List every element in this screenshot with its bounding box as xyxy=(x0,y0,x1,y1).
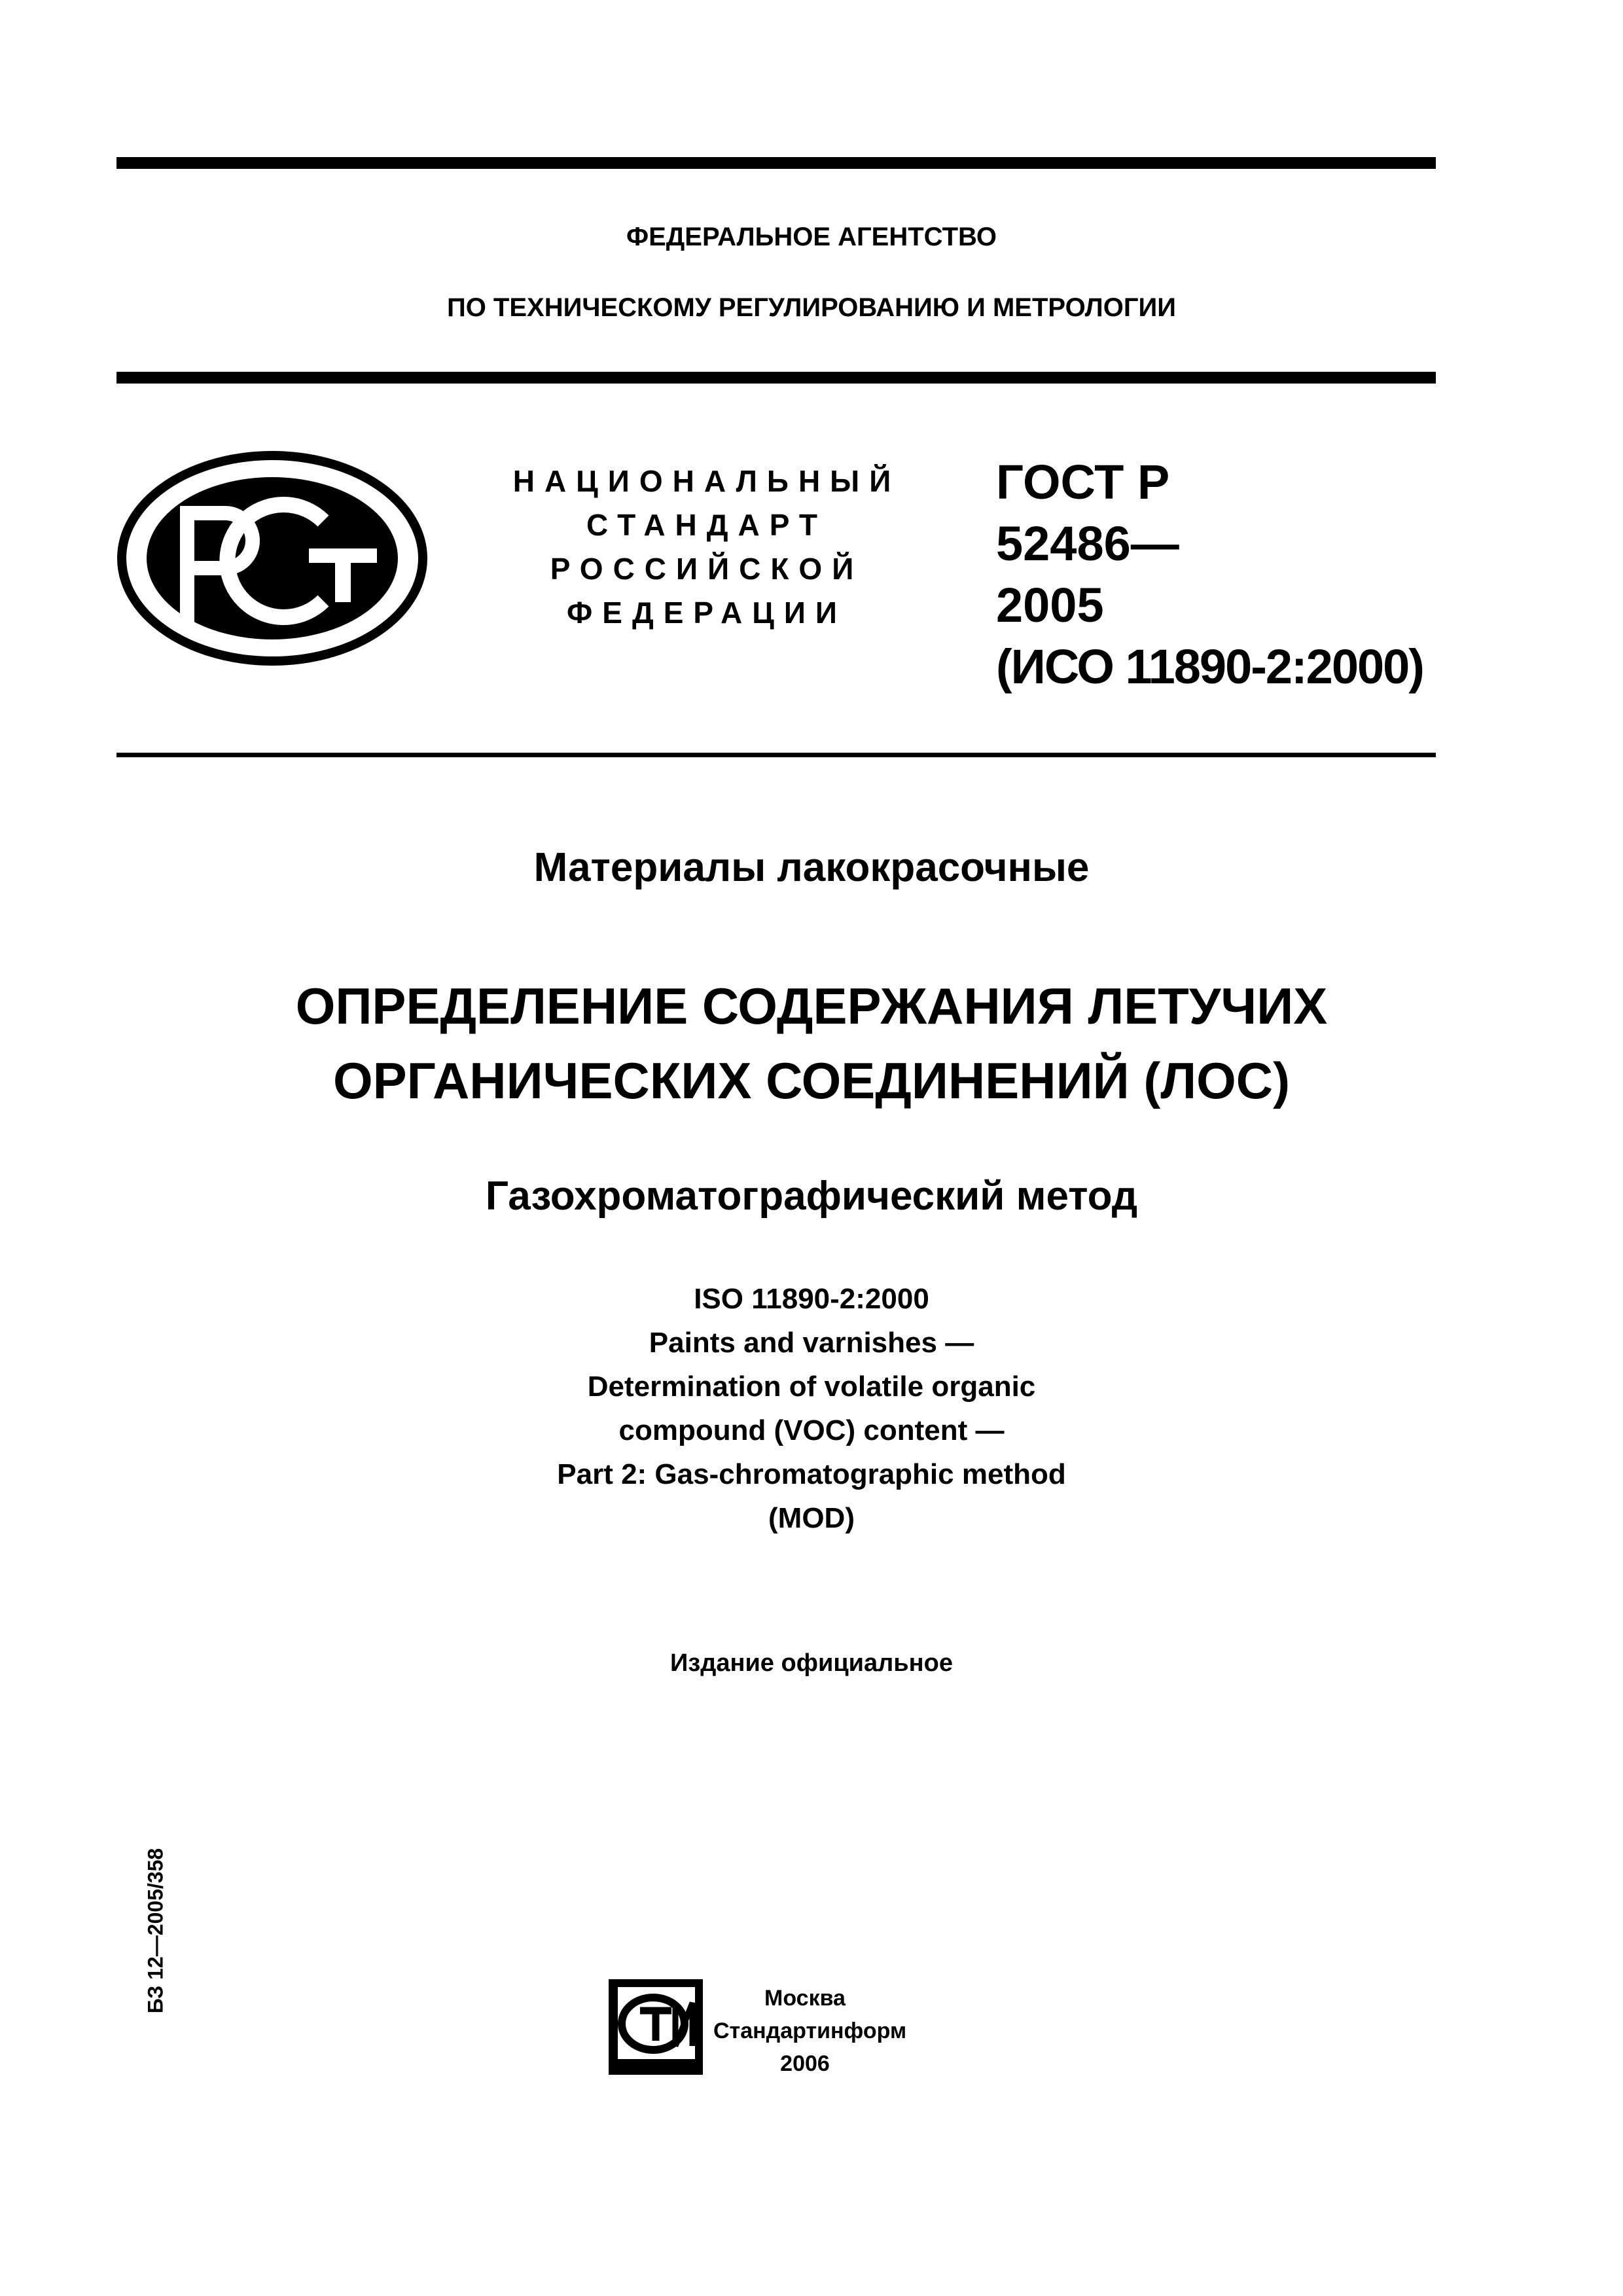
designation-line: ГОСТ Р xyxy=(996,455,1170,509)
standard-label-line: СТАНДАРТ xyxy=(586,508,827,542)
designation-line: (ИСО 11890-2:2000) xyxy=(996,639,1423,694)
standartinform-logo xyxy=(607,1978,704,2076)
agency-name-line-1: ФЕДЕРАЛЬНОЕ АГЕНТСТВО xyxy=(626,223,997,251)
registration-code-text: БЗ 12—2005/358 xyxy=(143,1848,168,2014)
publisher-name: Стандартинформ xyxy=(713,2018,907,2043)
iso-reference-line: ISO 11890-2:2000 xyxy=(694,1283,929,1315)
national-standard-label xyxy=(497,459,916,635)
standard-designation xyxy=(996,452,1441,698)
standard-label-line: НАЦИОНАЛЬНЫЙ xyxy=(512,464,901,498)
rst-certification-logo xyxy=(115,449,429,668)
document-method: Газохроматографический метод xyxy=(485,1174,1138,1219)
edition-label: Издание официальное xyxy=(670,1649,953,1677)
iso-reference-line: compound (VOC) content — xyxy=(618,1414,1005,1446)
iso-reference-line: Determination of volatile organic xyxy=(587,1371,1036,1403)
designation-line: 52486— xyxy=(996,516,1179,571)
agency-name-line-2: ПО ТЕХНИЧЕСКОМУ РЕГУЛИРОВАНИЮ И МЕТРОЛОГИИ xyxy=(446,293,1177,322)
section-rule xyxy=(116,753,1436,757)
top-rule xyxy=(116,157,1436,169)
document-title-line-2: ОРГАНИЧЕСКИХ СОЕДИНЕНИЙ (ЛОС) xyxy=(332,1052,1291,1109)
header-bottom-rule xyxy=(116,372,1436,384)
publisher-year: 2006 xyxy=(780,2051,830,2076)
publisher-info xyxy=(713,1982,907,2080)
iso-reference-line: Paints and varnishes — xyxy=(649,1327,974,1359)
publisher-city: Москва xyxy=(764,1986,846,2011)
standard-label-line: ФЕДЕРАЦИИ xyxy=(567,596,847,630)
document-title-line-1: ОПРЕДЕЛЕНИЕ СОДЕРЖАНИЯ ЛЕТУЧИХ xyxy=(295,977,1328,1035)
designation-line: 2005 xyxy=(996,578,1104,632)
document-subject: Материалы лакокрасочные xyxy=(533,845,1090,890)
standard-label-line: РОССИЙСКОЙ xyxy=(550,552,864,586)
iso-reference-line: (MOD) xyxy=(768,1502,855,1534)
iso-reference-line: Part 2: Gas-chromatographic method xyxy=(557,1458,1066,1490)
